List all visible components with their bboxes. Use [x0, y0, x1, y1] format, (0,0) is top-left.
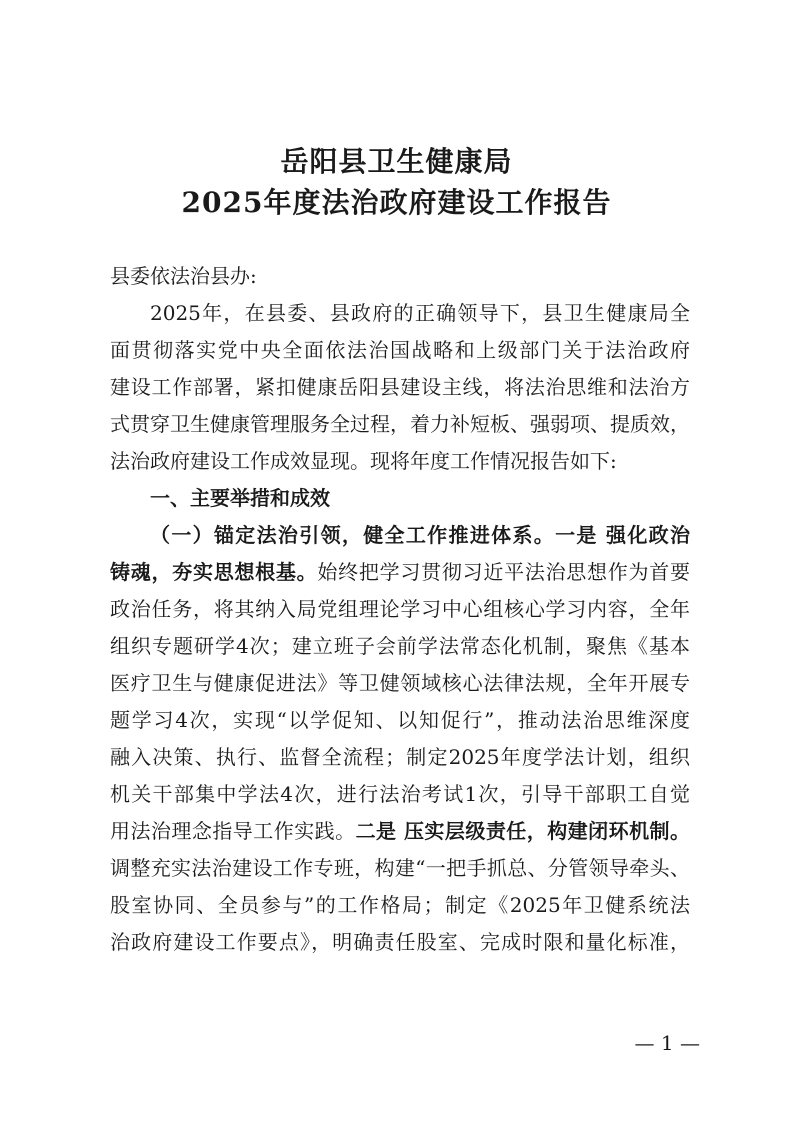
body-line: 融入决策、执行、监督全流程；制定2025年度学法计划，组织: [110, 745, 690, 769]
body-line: 机关干部集中学法4次，进行法治考试1次，引导干部职工自觉: [110, 782, 690, 806]
body-line: 调整充实法治建设工作专班，构建“一把手抓总、分管领导牵头、: [110, 856, 690, 880]
point-heading: 铸魂，夯实思想根基。: [110, 560, 318, 584]
document-title-line2: 2025年度法治政府建设工作报告: [181, 186, 612, 219]
page-number: — 1 —: [634, 1031, 700, 1055]
subsection-heading-line: [150, 521, 690, 549]
intro-line: 式贯穿卫生健康管理服务全过程，着力补短板、强弱项、提质效，: [110, 412, 690, 436]
intro-line: 2025年，在县委、县政府的正确领导下，县卫生健康局全: [150, 301, 690, 325]
body-text: 始终把学习贯彻习近平法治思想作为首要: [317, 560, 690, 584]
intro-line: 法治政府建设工作成效显现。现将年度工作情况报告如下:: [110, 449, 617, 473]
intro-line: 面贯彻落实党中央全面依法治国战略和上级部门关于法治政府: [110, 338, 690, 362]
salutation: 县委依法治县办:: [110, 264, 257, 288]
body-line: 治政府建设工作要点》，明确责任股室、完成时限和量化标准，: [110, 930, 690, 954]
body-mixed-line: [110, 558, 690, 586]
body-line: 政治任务，将其纳入局党组理论学习中心组核心学习内容，全年: [110, 597, 690, 621]
body-line: 组织专题研学4次；建立班子会前学法常态化机制，聚焦《基本: [110, 634, 690, 658]
body-text: 用法治理念指导工作实践。: [110, 819, 356, 843]
section-heading: 一、主要举措和成效: [150, 486, 330, 510]
body-line: 医疗卫生与健康促进法》等卫健领域核心法律法规，全年开展专: [110, 671, 690, 695]
document-title-line1: 岳阳县卫生健康局: [280, 145, 513, 178]
subsection-heading-text: （一）锚定法治引领，健全工作推进体系。一是 强化政治: [150, 523, 690, 547]
intro-line: 建设工作部署，紧扣健康岳阳县建设主线，将法治思维和法治方: [110, 375, 690, 399]
body-line: 题学习4次，实现“以学促知、以知促行”，推动法治思维深度: [110, 708, 690, 732]
point-heading: 二是 压实层级责任，构建闭环机制。: [355, 819, 690, 843]
body-mixed-line: [110, 817, 690, 845]
body-line: 股室协同、全员参与”的工作格局；制定《2025年卫健系统法: [110, 893, 690, 917]
